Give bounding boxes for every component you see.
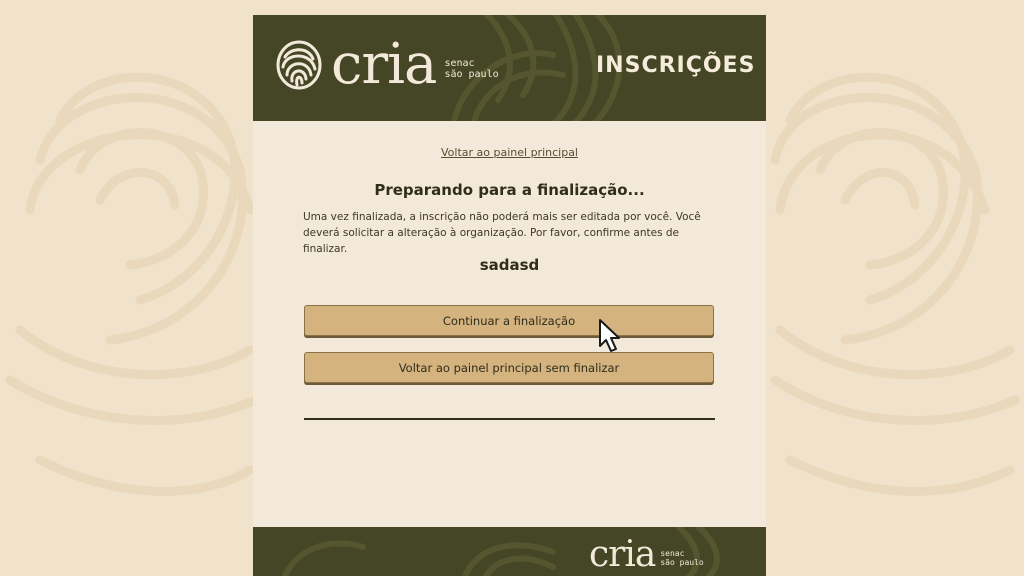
logo-wordmark: cria [331, 32, 437, 97]
continue-finalization-button[interactable]: Continuar a finalização [304, 305, 714, 336]
footer-logo-subtitle-line-2: são paulo [660, 558, 704, 567]
right-fingerprint [775, 77, 1015, 491]
footer-logo-subtitle [660, 549, 703, 567]
logo-subtitle [444, 58, 498, 80]
footer-bar [253, 527, 766, 576]
logo-subtitle-line-1: senac [444, 58, 475, 69]
finalization-heading: Preparando para a finalização... [374, 181, 645, 199]
finalization-warning-text: Uma vez finalizada, a inscrição não poderá mais ser editada por você. Você deverá solicitar a alteração à organização. Por favor, confirme antes de finalizar. [303, 211, 701, 255]
page-title: INSCRIÇÕES [596, 53, 756, 78]
left-fingerprint [10, 77, 255, 491]
registration-card [253, 15, 766, 576]
back-without-finalizing-button[interactable]: Voltar ao painel principal sem finalizar [304, 352, 714, 383]
registration-name: sadasd [479, 256, 540, 274]
logo-subtitle-line-2: são paulo [444, 69, 499, 80]
fingerprint-icon [275, 39, 323, 91]
footer-logo-subtitle-line-1: senac [660, 549, 685, 558]
back-to-dashboard-link[interactable]: Voltar ao painel principal [441, 146, 578, 159]
cria-senac-logo[interactable] [275, 32, 499, 97]
mouse-pointer-icon [598, 318, 622, 354]
footer-cria-logo[interactable] [589, 534, 704, 575]
divider [304, 418, 715, 420]
footer-logo-wordmark: cria [589, 534, 656, 575]
header-bar [253, 15, 766, 121]
